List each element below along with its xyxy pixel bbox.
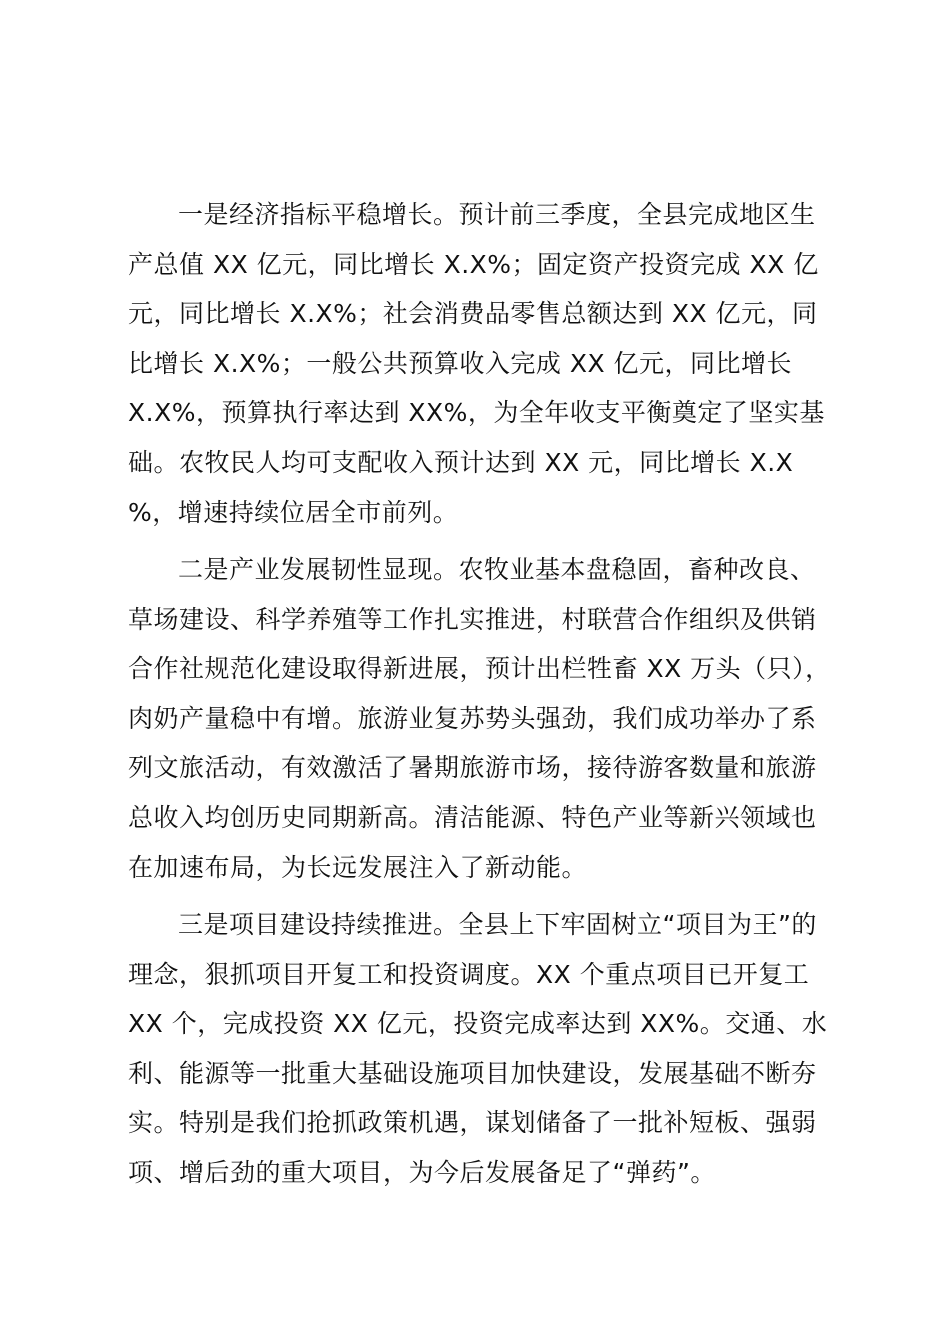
text-line: 产总值 XX 亿元，同比增长 X.X%；固定资产投资完成 XX 亿	[128, 249, 819, 279]
text-line: 合作社规范化建设取得新进展，预计出栏牲畜 XX 万头（只），	[128, 654, 831, 684]
paragraph-economic-indicators	[128, 190, 828, 537]
text-line: 在加速布局，为长远发展注入了新动能。	[128, 852, 588, 882]
text-line: 比增长 X.X%；一般公共预算收入完成 XX 亿元，同比增长	[128, 348, 793, 378]
text-line: 二是产业发展韧性显现。农牧业基本盘稳固，畜种改良、	[178, 555, 816, 584]
text-line: 项、增后劲的重大项目，为今后发展备足了“弹药”。	[128, 1157, 716, 1187]
text-line: 一是经济指标平稳增长。预计前三季度，全县完成地区生	[178, 200, 816, 229]
paragraph-industry-development	[128, 545, 831, 892]
text-line: 利、能源等一批重大基础设施项目加快建设，发展基础不断夯	[128, 1058, 817, 1088]
text-line: 总收入均创历史同期新高。清洁能源、特色产业等新兴领域也	[128, 802, 817, 832]
text-line: XX 个，完成投资 XX 亿元，投资完成率达到 XX%。交通、水	[128, 1009, 828, 1039]
text-line: 实。特别是我们抢抓政策机遇，谋划储备了一批补短板、强弱	[128, 1108, 817, 1138]
text-line: 元，同比增长 X.X%；社会消费品零售总额达到 XX 亿元，同	[128, 299, 818, 329]
text-line: X.X%，预算执行率达到 XX%，为全年收支平衡奠定了坚实基	[128, 398, 825, 428]
text-line: 草场建设、科学养殖等工作扎实推进，村联营合作组织及供销	[128, 604, 817, 634]
text-line: 础。农牧民人均可支配收入预计达到 XX 元，同比增长 X.X	[128, 447, 794, 477]
text-line: 理念，狠抓项目开复工和投资调度。XX 个重点项目已开复工	[128, 959, 810, 989]
text-line: 肉奶产量稳中有增。旅游业复苏势头强劲，我们成功举办了系	[128, 703, 817, 733]
paragraph-project-construction	[128, 900, 828, 1198]
text-line: %，增速持续位居全市前列。	[128, 497, 459, 527]
text-line: 三是项目建设持续推进。全县上下牢固树立“项目为王”的	[178, 910, 817, 939]
text-line: 列文旅活动，有效激活了暑期旅游市场，接待游客数量和旅游	[128, 753, 817, 783]
